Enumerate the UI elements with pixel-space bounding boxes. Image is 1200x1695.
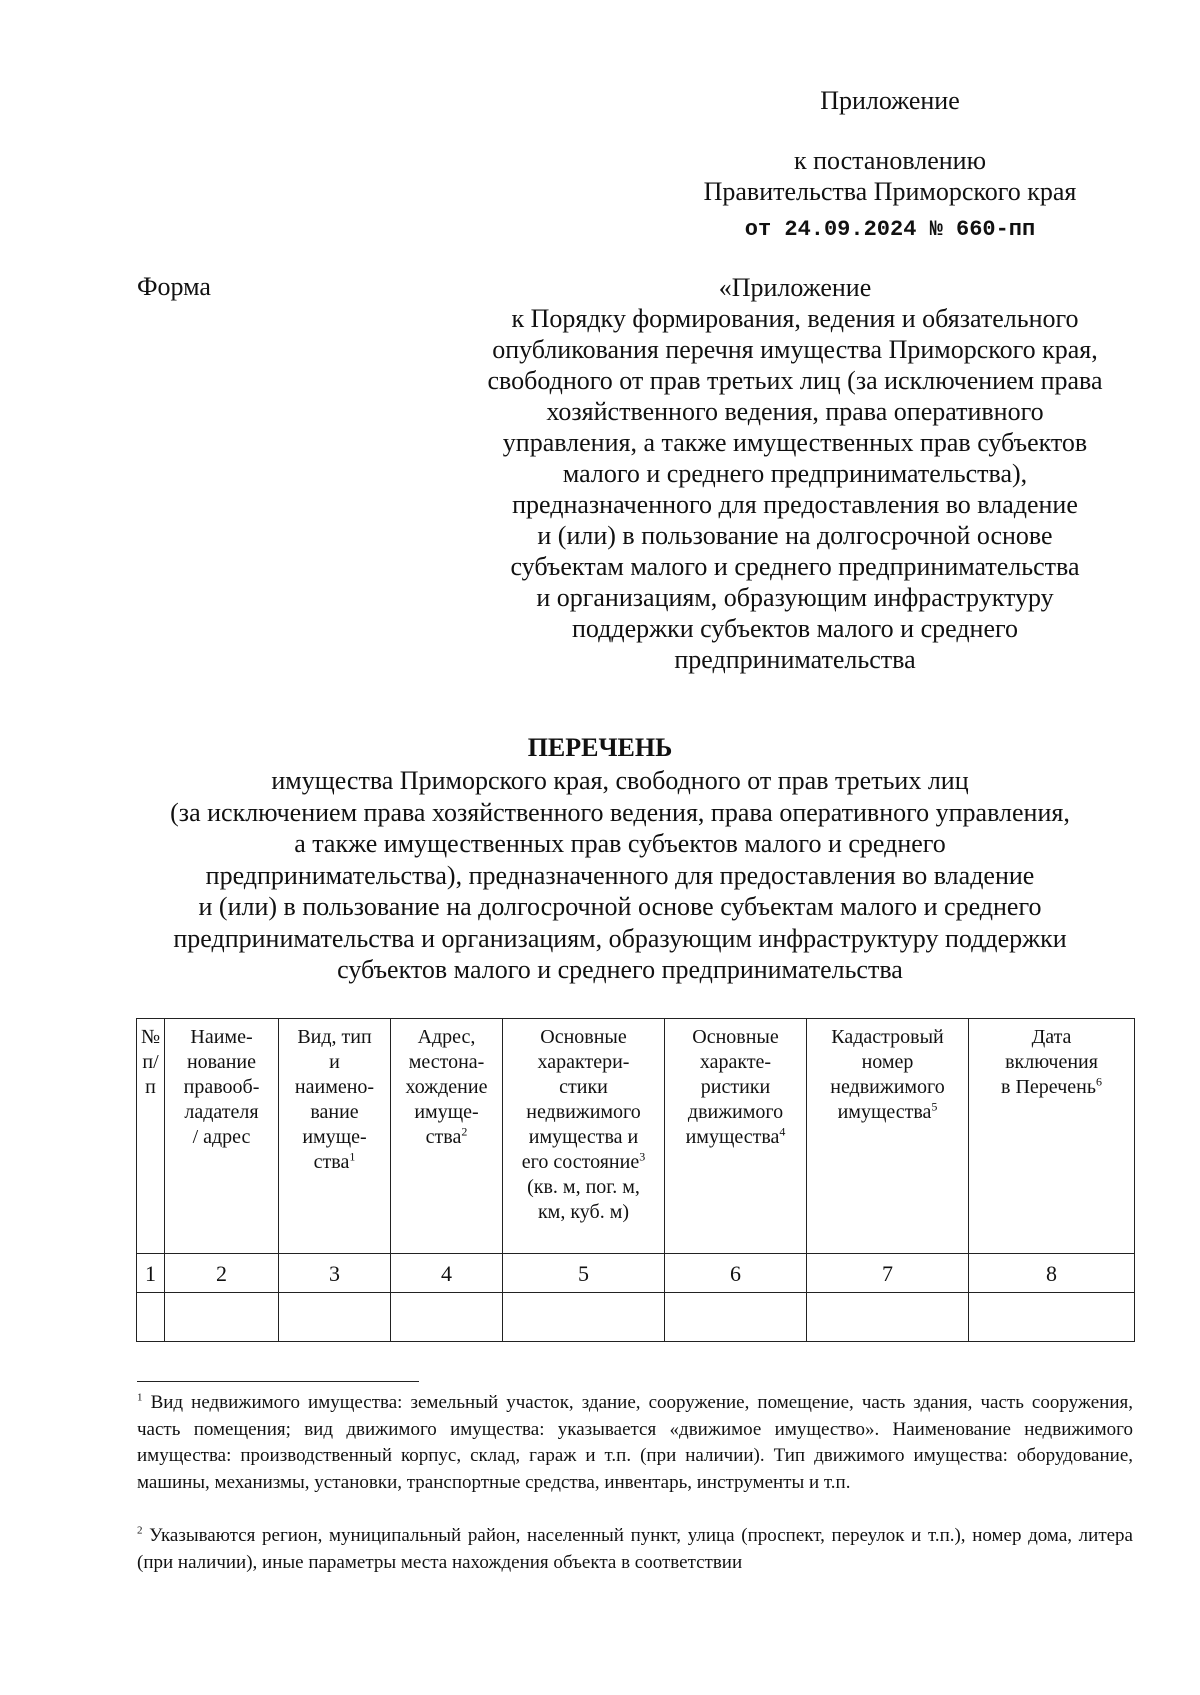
column-header-line: характе-	[699, 1051, 772, 1073]
footnote-ref: 3	[639, 1149, 646, 1164]
government-line: Правительства Приморского края	[703, 177, 1077, 206]
footnote-2	[137, 1523, 1133, 1576]
annex-block	[470, 272, 1120, 675]
footnote-separator	[137, 1381, 419, 1382]
annex-line: поддержки субъектов малого и среднего	[571, 614, 1019, 643]
column-number-row	[137, 1254, 1135, 1293]
column-header-line	[393, 1125, 500, 1150]
column-header-line: номер	[861, 1051, 914, 1073]
form-label: Форма	[137, 272, 211, 301]
column-header	[391, 1019, 503, 1254]
footnote-ref: 5	[931, 1099, 938, 1114]
table-cell	[503, 1293, 665, 1342]
column-number: 2	[165, 1254, 279, 1293]
column-header-line: включения	[1005, 1051, 1098, 1073]
column-header-text: ства	[313, 1151, 350, 1173]
column-number: 6	[665, 1254, 807, 1293]
footnote-mark: 2	[137, 1524, 143, 1537]
column-header-line	[505, 1150, 662, 1175]
column-header-line: п/	[142, 1051, 159, 1073]
footnote-ref: 6	[1095, 1074, 1102, 1089]
annex-line: и организациям, образующим инфраструктуру	[536, 583, 1054, 612]
column-header-line: Дата	[1031, 1026, 1072, 1048]
column-header-line: №	[140, 1026, 161, 1048]
table-cell	[165, 1293, 279, 1342]
column-header-line: местона-	[408, 1051, 485, 1073]
annex-line: свободного от прав третьих лиц (за исключением права	[487, 366, 1103, 395]
column-header-line: нование	[186, 1051, 257, 1073]
column-number: 8	[969, 1254, 1135, 1293]
column-header-line: ладателя	[184, 1101, 259, 1123]
column-header-line: ристики	[700, 1076, 771, 1098]
column-header-text: имущества	[837, 1101, 932, 1123]
column-header-text: его состояние	[521, 1151, 640, 1173]
column-header-line: Наиме-	[190, 1026, 253, 1048]
column-header-line	[667, 1125, 804, 1150]
annex-line: опубликования перечня имущества Приморского края,	[492, 335, 1098, 364]
annex-line: «Приложение	[718, 273, 872, 302]
column-header	[665, 1019, 807, 1254]
column-header-line: и	[329, 1051, 340, 1073]
annex-line: хозяйственного ведения, права оперативного	[546, 397, 1044, 426]
column-header	[807, 1019, 969, 1254]
column-header-text: ства	[425, 1126, 462, 1148]
subtitle-line: предпринимательства и организациям, образующим инфраструктуру поддержки	[173, 923, 1067, 953]
table-cell	[969, 1293, 1135, 1342]
subtitle-line: имущества Приморского края, свободного от прав третьих лиц	[271, 766, 969, 795]
footnote-ref: 1	[349, 1149, 356, 1164]
column-header-line: вание	[310, 1101, 359, 1123]
column-header-line: км, куб. м)	[537, 1201, 630, 1223]
column-header-line: Кадастровый	[831, 1026, 944, 1048]
table-cell	[137, 1293, 165, 1342]
column-header	[503, 1019, 665, 1254]
annex-line: и (или) в пользование на долгосрочной основе	[537, 521, 1053, 550]
column-header-line: имущества и	[528, 1126, 639, 1148]
column-header-line: наимено-	[294, 1076, 375, 1098]
table-cell	[665, 1293, 807, 1342]
column-header-line: стики	[559, 1076, 608, 1098]
table-row	[137, 1293, 1135, 1342]
column-header-line: характери-	[537, 1051, 630, 1073]
document-title: ПЕРЕЧЕНЬ	[527, 733, 673, 762]
annex-line: управления, а также имущественных прав субъектов	[502, 428, 1088, 457]
column-header-line: Основные	[540, 1026, 627, 1048]
footnote-mark: 1	[137, 1391, 143, 1404]
column-header-line: имуще-	[302, 1126, 367, 1148]
column-header-line	[809, 1100, 966, 1125]
column-number: 4	[391, 1254, 503, 1293]
annex-line: субъектам малого и среднего предпринимательства	[510, 552, 1080, 581]
column-header-line	[281, 1150, 388, 1175]
appendix-heading: Приложение	[820, 86, 960, 115]
column-header-line: движимого	[687, 1101, 784, 1123]
column-header-line: Основные	[692, 1026, 779, 1048]
annex-line: предназначенного для предоставления во владение	[512, 490, 1078, 519]
column-header-line: (кв. м, пог. м,	[527, 1176, 640, 1198]
annex-line: малого и среднего предпринимательства),	[562, 459, 1028, 488]
column-number: 3	[279, 1254, 391, 1293]
column-header-line: правооб-	[183, 1076, 260, 1098]
column-header-line: имуще-	[414, 1101, 479, 1123]
table-cell	[807, 1293, 969, 1342]
subtitle-line: а также имущественных прав субъектов малого и среднего	[294, 829, 946, 858]
column-header-text: имущества	[685, 1126, 780, 1148]
subtitle-line: субъектов малого и среднего предпринимательства	[337, 955, 903, 984]
column-header-line	[971, 1075, 1132, 1100]
column-number: 5	[503, 1254, 665, 1293]
footnote-1	[137, 1390, 1133, 1496]
column-header-text: в Перечень	[1001, 1076, 1096, 1098]
column-header-line: недвижимого	[830, 1076, 945, 1098]
to-decree-line: к постановлению	[793, 146, 987, 175]
table-cell	[279, 1293, 391, 1342]
subtitle-line: и (или) в пользование на долгосрочной основе субъектам малого и среднего	[198, 892, 1042, 921]
column-header	[969, 1019, 1135, 1254]
column-header	[137, 1019, 165, 1254]
annex-line: предпринимательства	[674, 645, 916, 674]
property-list-table	[136, 1018, 1135, 1342]
column-header	[165, 1019, 279, 1254]
annex-line: к Порядку формирования, ведения и обязательного	[511, 304, 1079, 333]
table-cell	[391, 1293, 503, 1342]
subtitle-line: (за исключением права хозяйственного ведения, права оперативного управления,	[170, 797, 1070, 827]
column-number: 7	[807, 1254, 969, 1293]
column-header	[279, 1019, 391, 1254]
footnote-text: Вид недвижимого имущества: земельный участок, здание, сооружение, помещение, часть здания, часть сооружения, часть помещения; вид движимого имущества: указывается «движимое имущество». Наименование недвижимого имущества: производственный корпус, склад, гараж и т.п. (при наличии). Тип движимого имущества: оборудование, машины, механизмы, установки, транспортные средства, инвентарь, инструменты и т.п.	[137, 1392, 1134, 1493]
column-header-line: недвижимого	[526, 1101, 641, 1123]
document-subtitle	[120, 765, 1120, 986]
footnote-ref: 4	[779, 1124, 786, 1139]
column-header-line: Вид, тип	[297, 1026, 372, 1048]
footnote-text: Указываются регион, муниципальный район, населенный пункт, улица (проспект, переулок и т.п.), номер дома, литера (при наличии), иные параметры места нахождения объекта в соответствии	[137, 1525, 1133, 1573]
table-header-row	[137, 1019, 1135, 1254]
column-header-line: п	[145, 1076, 156, 1098]
column-header-line: хождение	[405, 1076, 488, 1098]
column-header-line: Адрес,	[417, 1026, 476, 1048]
column-number: 1	[137, 1254, 165, 1293]
subtitle-line: предпринимательства), предназначенного для предоставления во владение	[205, 860, 1035, 890]
decree-date-number: от 24.09.2024 № 660-пп	[744, 217, 1036, 242]
column-header-line: / адрес	[192, 1126, 251, 1148]
footnote-ref: 2	[461, 1124, 468, 1139]
